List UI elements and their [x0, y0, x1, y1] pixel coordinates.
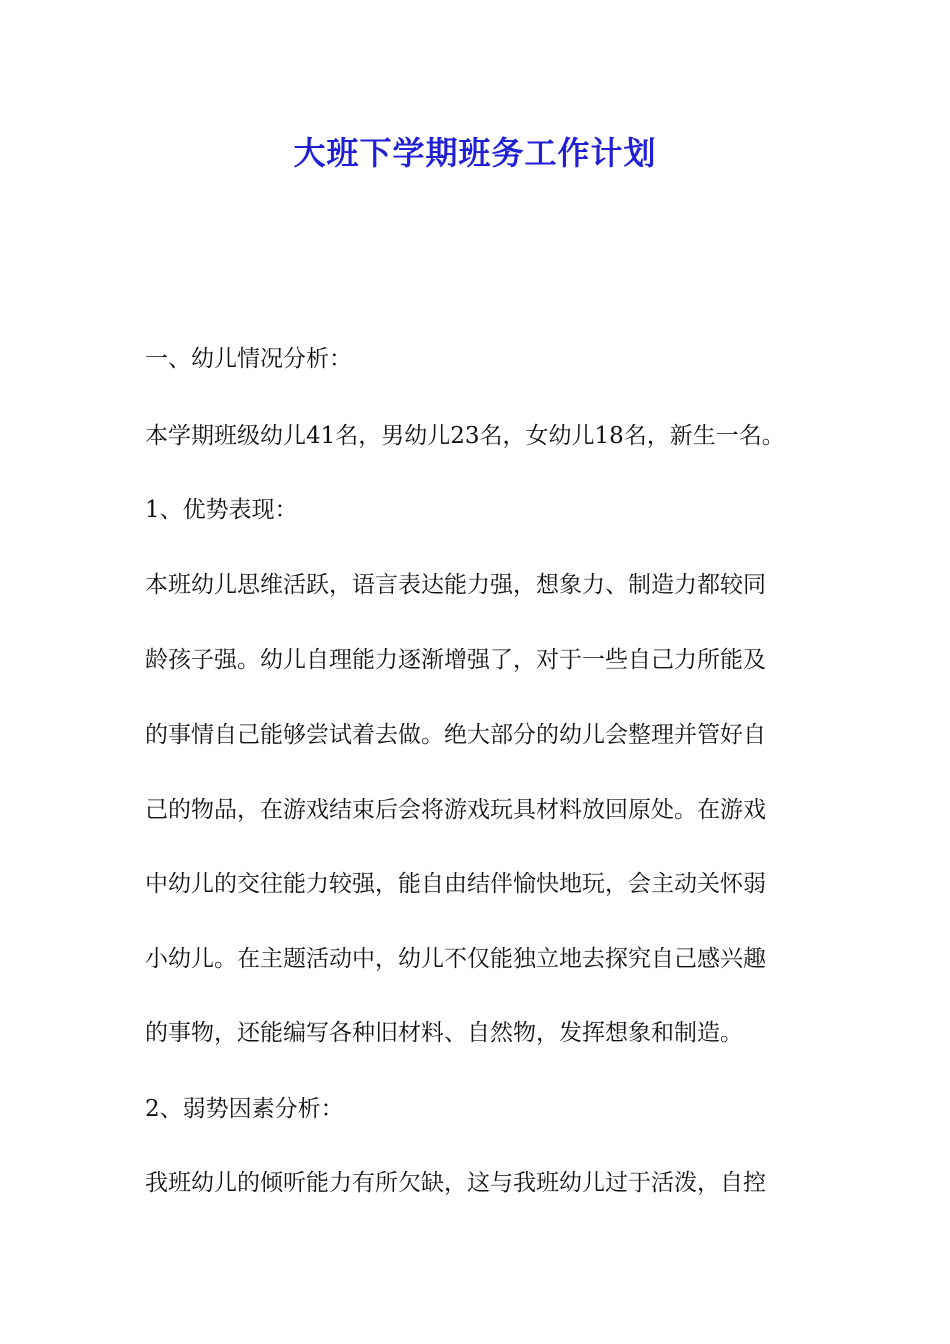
paragraph-line: 的事物，还能编写各种旧材料、自然物，发挥想象和制造。 — [145, 1020, 743, 1046]
paragraph-line: 我班幼儿的倾听能力有所欠缺，这与我班幼儿过于活泼，自控 — [145, 1170, 766, 1196]
subheading-weaknesses: 2、弱势因素分析： — [145, 1096, 344, 1122]
document-title: 大班下学期班务工作计划 — [293, 134, 657, 172]
paragraph-line: 己的物品，在游戏结束后会将游戏玩具材料放回原处。在游戏 — [145, 797, 766, 823]
paragraph-line: 本学期班级幼儿41名，男幼儿23名，女幼儿18名，新生一名。 — [145, 423, 785, 449]
paragraph-line: 中幼儿的交往能力较强，能自由结伴愉快地玩，会主动关怀弱 — [145, 871, 766, 897]
paragraph-line: 本班幼儿思维活跃，语言表达能力强，想象力、制造力都较同 — [145, 572, 766, 598]
paragraph-line: 的事情自己能够尝试着去做。绝大部分的幼儿会整理并管好自 — [145, 722, 766, 748]
subheading-strengths: 1、优势表现： — [145, 497, 298, 523]
paragraph-line: 龄孩子强。幼儿自理能力逐渐增强了，对于一些自己力所能及 — [145, 647, 766, 673]
paragraph-line: 小幼儿。在主题活动中，幼儿不仅能独立地去探究自己感兴趣 — [145, 946, 766, 972]
section-heading-child-analysis: 一、幼儿情况分析： — [145, 346, 352, 372]
